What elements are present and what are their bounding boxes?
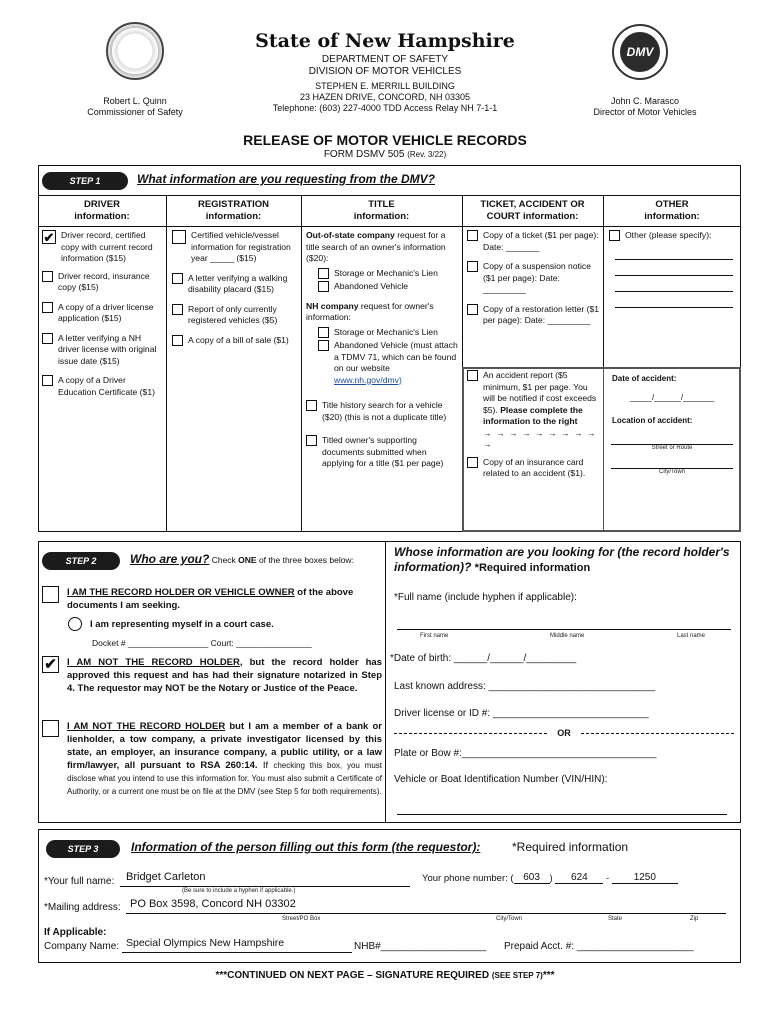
registration-item-label: Report of only currently registered vehicles ($5) [188,303,278,325]
nh-abandoned-label: Abandoned Vehicle (must attach a TDMV 71, which can be found on our website [334,340,458,373]
form-revision: (Rev. 3/22) [407,150,447,159]
step3-question: Information of the person filling out this form (the requestor): [131,840,481,854]
step2-instruction-end: of the three boxes below: [256,555,354,565]
restoration-letter-checkbox[interactable] [467,304,478,315]
accident-date-label: Date of accident: [612,374,677,383]
ticket-header-sub: COURT information: [486,211,579,222]
not-holder-approved-rest: , but the record holder has approved this request and has had their signature notarized in Step 4. The requestor may NOT be the Notary or Justice of the Peace. [67,657,383,694]
step2-instruction: Check [209,555,239,565]
driver-item-label: A letter verifying a NH driver license with original issue date ($15) [58,332,157,366]
street-field[interactable] [611,425,733,445]
division-name: DIVISION OF MOTOR VEHICLES [308,66,462,77]
accident-report-checkbox[interactable] [467,370,478,381]
driver-item-label: Driver record, insurance copy ($15) [58,270,150,292]
accident-instructions: Please complete the information to the right [483,404,583,426]
zip-caption: Zip [690,916,699,922]
hyphen-note: (Be sure to include a hyphen if applicable.) [182,888,296,894]
oos-company-request: Out-of-state company request for a title search of an owner's information ($20): [306,230,446,263]
phone-label: Your phone number: ( [422,873,514,884]
driver-item [42,375,164,398]
state-title: State of New Hampshire [255,30,515,52]
last-name-caption: Last name [677,633,706,639]
mailing-address-field[interactable]: PO Box 3598, Concord NH 03302 [126,898,726,914]
phone-prefix[interactable]: 624 [555,872,603,884]
form-number: FORM DSMV 505 [323,149,405,160]
phone-area-code[interactable]: 603 [514,872,550,884]
authorized-entity-label: I AM NOT THE RECORD HOLDER [67,721,226,732]
accident-report-label: An accident report ($5 minimum, $1 per page. You will be notified if cost exceeds $5). [483,370,597,415]
disability-placard-checkbox[interactable] [172,273,183,284]
nh-storage-lien-label: Storage or Mechanic's Lien [334,326,438,337]
dept-name: DEPARTMENT OF SAFETY [321,54,449,65]
registered-vehicles-checkbox[interactable] [172,304,183,315]
step1-badge: STEP 1 [42,172,128,190]
ticket-header: TICKET, ACCIDENT OR [480,199,585,210]
step2-badge: STEP 2 [42,552,120,570]
driver-item [42,271,164,294]
license-id-field[interactable]: Driver license or ID #: ____________________________ [394,708,649,719]
accident-location-label: Location of accident: [612,416,693,425]
other-line[interactable] [615,292,733,308]
city-caption: City/Town [658,469,685,475]
requestor-name-field[interactable]: Bridget Carleton [120,871,410,887]
dob-field[interactable]: *Date of birth: ______/______/_________ [390,653,577,664]
driver-record-certified-checkbox[interactable]: ✔ [43,230,55,245]
bill-of-sale-checkbox[interactable] [172,335,183,346]
ticket-copy-label: Copy of a ticket ($1 per page): Date: _______ [483,230,599,252]
company-name-label: Company Name: [44,941,120,952]
title-history-label: Title history search for a vehicle ($20) (this is not a duplicate title) [322,400,447,422]
record-holder-rest: of the above documents I am seeking. [67,587,354,611]
driver-item [42,230,164,265]
driver-record-insurance-checkbox[interactable] [42,271,53,282]
nh-storage-lien-checkbox[interactable] [318,327,329,338]
plate-bow-field[interactable]: Plate or Bow #:___________________________________ [394,748,657,759]
ticket-copy-checkbox[interactable] [467,230,478,241]
driver-item [42,333,164,368]
city-caption: City/Town [496,916,523,922]
oos-storage-lien-checkbox[interactable] [318,268,329,279]
nh-company-request: NH company request for owner's information: [306,300,434,322]
titled-owner-docs-label: Titled owner's supporting documents submitted when applying for a title ($1 per page) [322,435,444,468]
registration-header-sub: information: [205,211,262,222]
driver-header-sub: information: [74,211,130,222]
or-label: OR [557,728,571,738]
nh-state-seal [106,22,164,80]
telephone: Telephone: (603) 227-4000 TDD Access Relay NH 7-1-1 [272,103,498,113]
other-header: OTHER [655,199,689,210]
full-name-label: *Full name (include hyphen if applicable): [394,592,577,603]
title-header-sub: information: [353,211,410,222]
street-caption: Street or Route [651,445,693,451]
commissioner-name: Robert L. Quinn [103,96,167,106]
record-holder-name-field[interactable] [397,616,731,630]
form-title: RELEASE OF MOTOR VEHICLE RECORDS [243,132,527,148]
first-name-caption: First name [420,633,449,639]
step3-badge: STEP 3 [46,840,120,858]
street-caption: Street/PO Box [282,916,321,922]
accident-date-field[interactable]: _____/______/_______ [629,393,715,402]
driver-item-label: A copy of a Driver Education Certificate ($1) [58,375,155,397]
registration-item [172,304,298,327]
commissioner-title: Commissioner of Safety [87,107,183,117]
authorized-entity-rest: but I am a member of a bank or lienholder, a tow company, a private investigator licensed by this state, an employer, an insurance company, a public utility, or a law firm/lawyer, all pursuant to RSA 260:14. [67,721,383,771]
record-holder-label: I AM THE RECORD HOLDER OR VEHICLE OWNER [67,587,295,598]
oos-abandoned-checkbox[interactable] [318,281,329,292]
other-checkbox[interactable] [609,230,620,241]
docket-court-fields[interactable]: Docket # _________________ Court: ________________ [92,638,312,648]
step1-question: What information are you requesting from the DMV? [137,172,436,186]
dmv-logo [612,24,668,80]
registration-item-label: A letter verifying a walking disability placard ($15) [188,272,288,294]
authorized-entity-checkbox[interactable] [42,720,59,737]
suspension-notice-label: Copy of a suspension notice ($1 per page): Date: _________ [483,261,591,294]
last-known-address-field[interactable]: Last known address: ______________________________ [394,681,656,692]
registration-item [172,335,298,347]
driver-item [42,302,164,325]
whose-info-question: Whose information are you looking for (the record holder's information)? *Required information [394,545,730,574]
nh-abandoned-checkbox[interactable] [318,340,329,351]
titled-owner-docs-checkbox[interactable] [306,435,317,446]
registration-header: REGISTRATION [197,199,270,210]
arrows: → → → → → → → → → → [483,427,597,449]
record-holder-checkbox[interactable] [42,586,59,603]
requestor-name-label: *Your full name: [44,876,115,887]
registration-item [172,273,298,296]
license-letter-checkbox[interactable] [42,333,53,344]
other-header-sub: information: [644,211,700,222]
insurance-card-checkbox[interactable] [467,457,478,468]
driver-item-label: A copy of a driver license application ($15) [58,301,154,323]
see-step7: (SEE STEP 7) [491,971,543,980]
other-line[interactable] [615,260,733,276]
city-field[interactable] [611,451,733,469]
state-caption: State [608,916,623,922]
middle-name-caption: Middle name [550,633,585,639]
if-applicable-label: If Applicable: [44,927,107,938]
restoration-letter-label: Copy of a restoration letter ($1 per page): Date: _________ [483,303,600,325]
registration-item [172,230,298,265]
nhb-field[interactable]: NHB#___________________ [354,941,487,952]
driver-header: DRIVER [84,199,120,210]
required-note: *Required information [474,562,591,574]
oos-storage-lien-label: Storage or Mechanic's Lien [334,267,438,278]
driver-item-label: Driver record, certified copy with current record information ($15) [61,230,153,263]
other-line[interactable] [615,276,733,292]
company-name-field[interactable]: Special Olympics New Hampshire [122,937,352,953]
not-holder-approved-checkbox[interactable]: ✔ [42,656,59,673]
oos-abandoned-label: Abandoned Vehicle [334,281,409,291]
registration-item-label: Certified vehicle/vessel information for registration year _____ ($15) [191,230,291,263]
step2-instruction-one: ONE [238,555,257,565]
director-name: John C. Marasco [610,96,680,106]
step2-question: Who are you? [130,552,210,566]
authorized-entity-if: If [262,760,269,771]
or-divider [394,728,734,738]
dmv-logo-text: DMV [620,32,660,72]
other-line[interactable] [615,248,733,260]
vin-hin-label: Vehicle or Boat Identification Number (VIN/HIN): [394,774,608,785]
not-holder-approved-label: I AM NOT THE RECORD HOLDER [67,657,240,668]
court-case-label: I am representing myself in a court case. [90,618,274,630]
prepaid-account-field[interactable]: Prepaid Acct. #: _____________________ [504,941,694,952]
dmv-website-link[interactable]: www.nh.gov/dmv) [334,374,402,385]
building-name: STEPHEN E. MERRILL BUILDING [315,81,455,91]
suspension-notice-checkbox[interactable] [467,261,478,272]
title-history-checkbox[interactable] [306,400,317,411]
phone-line[interactable]: 1250 [612,872,678,884]
authorized-entity-note: checking this box, you must disclose what you intend to use this information for. You must also submit a Certificate of Authority, or a current one must be on file at the DMV (see Step 5 for both requirements). [67,761,383,796]
driver-ed-certificate-checkbox[interactable] [42,375,53,386]
title-header: TITLE [368,199,395,210]
other-label: Other (please specify): [625,230,712,240]
step3-required: *Required information [512,840,629,854]
license-application-checkbox[interactable] [42,302,53,313]
vehicle-info-checkbox[interactable] [172,230,186,244]
vin-hin-field[interactable] [397,803,727,815]
court-case-radio[interactable] [68,617,82,631]
insurance-card-label: Copy of an insurance card related to an accident ($1). [483,456,586,478]
director-title: Director of Motor Vehicles [593,107,697,117]
continued-note: ***CONTINUED ON NEXT PAGE – SIGNATURE REQUIRED (SEE STEP 7)*** [215,970,555,981]
address: 23 HAZEN DRIVE, CONCORD, NH 03305 [299,92,471,102]
mailing-address-label: *Mailing address: [44,902,121,913]
registration-item-label: A copy of a bill of sale ($1) [188,334,289,345]
